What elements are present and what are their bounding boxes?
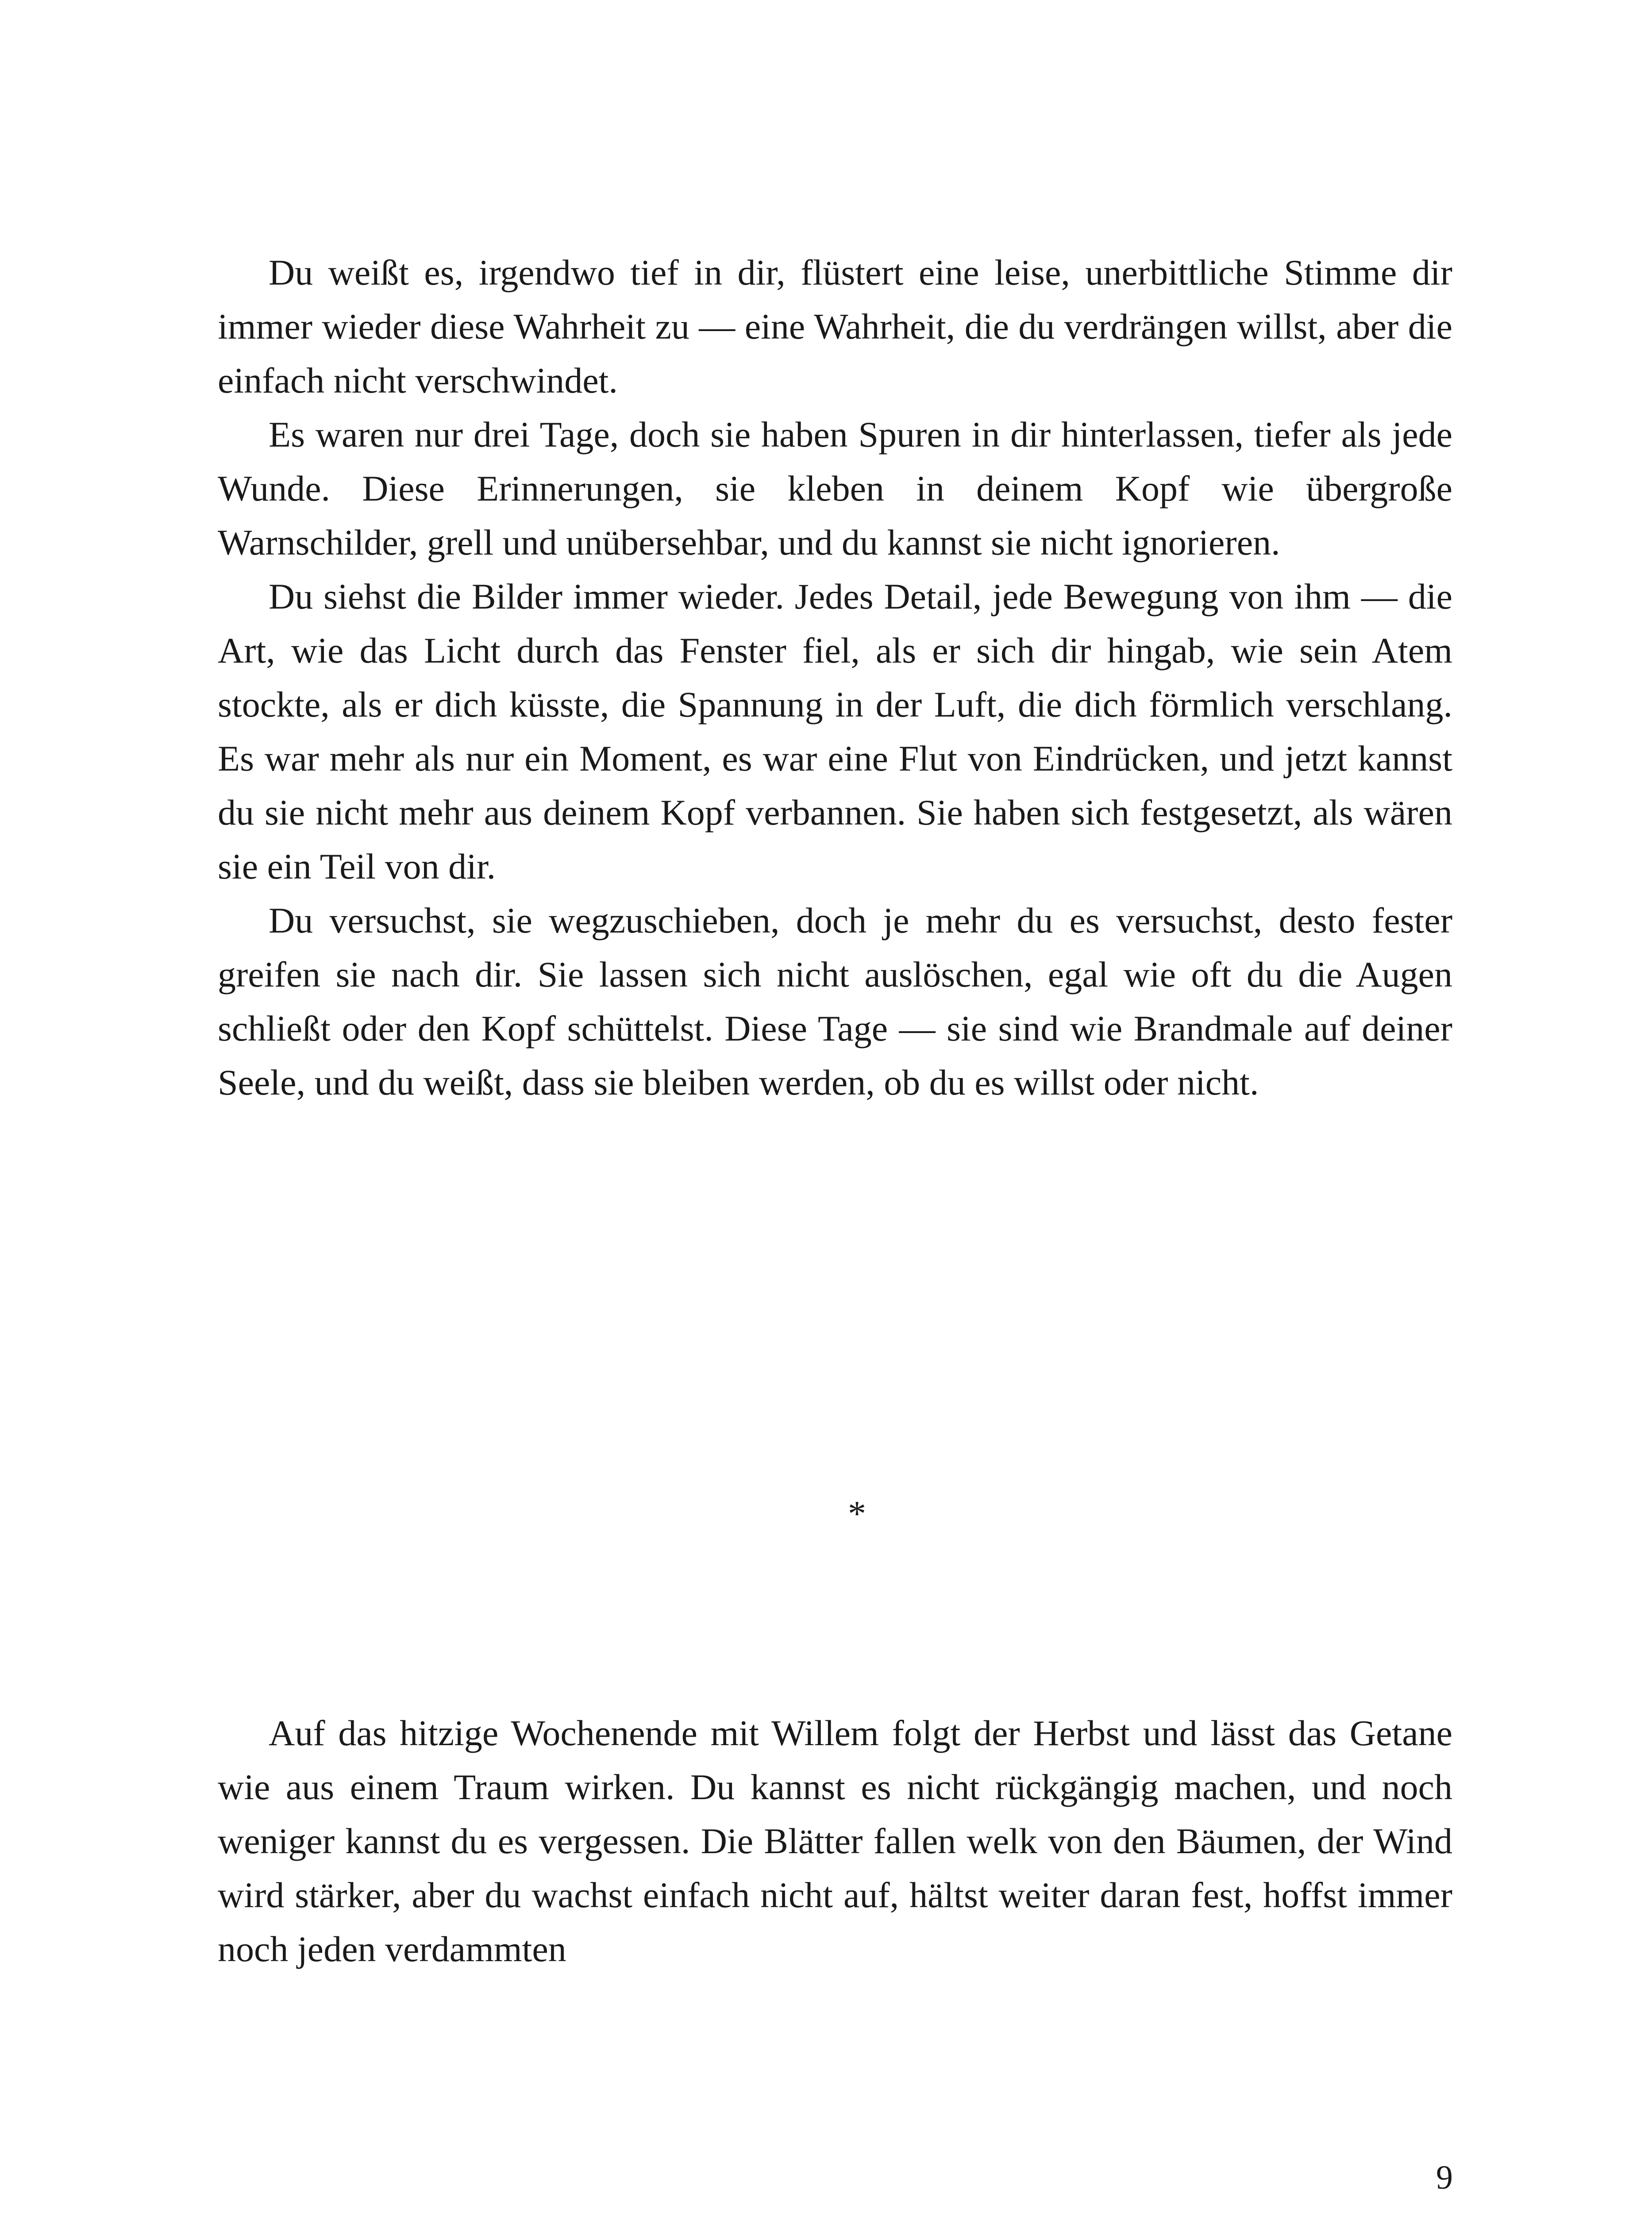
paragraph: Auf das hitzige Wochenende mit Willem folgt der Herbst und lässt das Getane wie aus einem Traum wirken. Du kannst es nicht rückgängig machen, und noch weniger kannst du es vergessen. Die Blätter fallen welk von den Bäumen, der Wind wird stärker, aber du wachst einfach nicht auf, hältst weiter daran fest, hoffst immer noch jeden verdammten [218, 1713, 1452, 1969]
section-separator: * [848, 1493, 866, 1534]
text-block-bottom [218, 1706, 1452, 1976]
paragraph: Du versuchst, sie wegzuschieben, doch je mehr du es versuchst, desto fester greifen sie nach dir. Sie lassen sich nicht auslöschen, egal wie oft du die Augen schließt oder den Kopf schüttelst. Diese Tage — sie sind wie Brandmale auf deiner Seele, und du weißt, dass sie bleiben werden, ob du es willst oder nicht. [218, 900, 1452, 1103]
paragraph: Du weißt es, irgendwo tief in dir, flüstert eine leise, unerbittliche Stimme dir immer wieder diese Wahrheit zu — eine Wahrheit, die du verdrängen willst, aber die einfach nicht verschwindet. [218, 252, 1452, 401]
text-block-top [218, 246, 1452, 1110]
paragraph: Es waren nur drei Tage, doch sie haben Spuren in dir hinterlassen, tiefer als jede Wunde. Diese Erinnerungen, sie kleben in deinem Kopf wie übergroße Warnschilder, grell und unübersehbar, und du kannst sie nicht ignorieren. [218, 414, 1452, 563]
paragraph: Du siehst die Bilder immer wieder. Jedes Detail, jede Bewegung von ihm — die Art, wie das Licht durch das Fenster fiel, als er sich dir hingab, wie sein Atem stockte, als er dich küsste, die Spannung in der Luft, die dich förmlich verschlang. Es war mehr als nur ein Moment, es war eine Flut von Eindrücken, und jetzt kannst du sie nicht mehr aus deinem Kopf verbannen. Sie haben sich festgesetzt, als wären sie ein Teil von dir. [218, 576, 1452, 887]
page-number: 9 [1436, 2159, 1453, 2196]
